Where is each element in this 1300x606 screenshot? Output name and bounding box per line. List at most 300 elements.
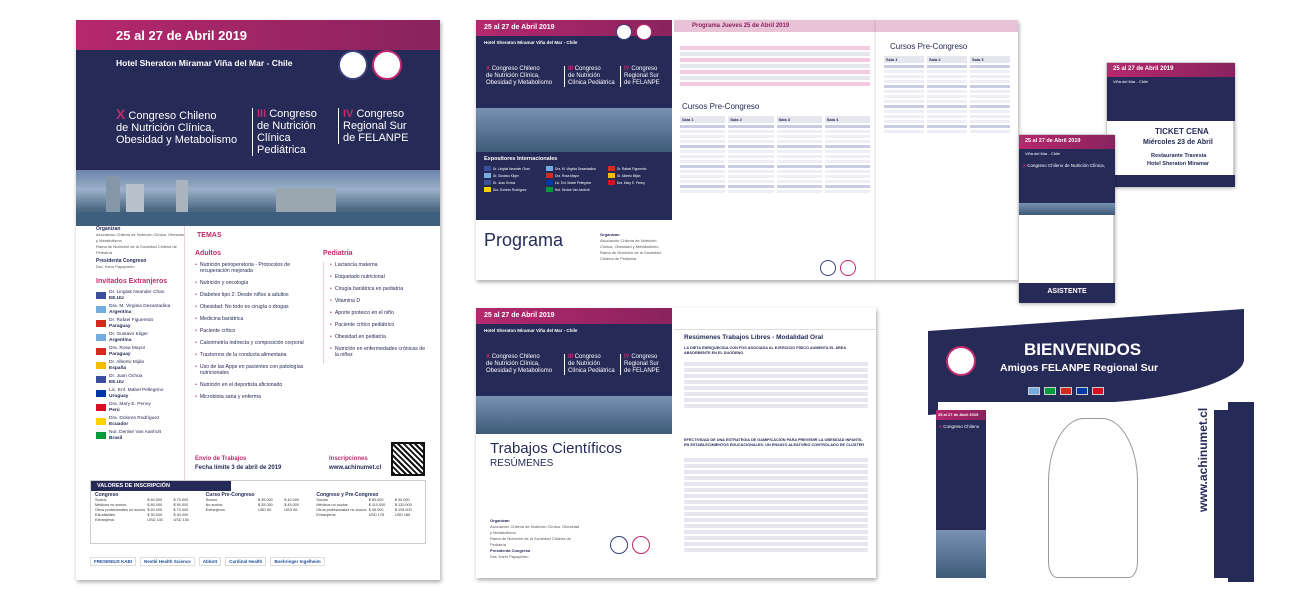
sala-line xyxy=(970,125,1010,128)
flag-icon xyxy=(484,187,491,192)
invited-item xyxy=(96,388,196,399)
sala-line xyxy=(884,85,924,88)
congress-line: de Nutrición Clínica, xyxy=(486,73,540,79)
poster-logo-2 xyxy=(372,50,402,80)
congress-line: de Nutrición Clínica, xyxy=(486,361,540,367)
sala-line xyxy=(970,95,1010,98)
valores-title: VALORES DE INSCRIPCIÓN xyxy=(91,481,231,491)
sala-line xyxy=(970,105,1010,108)
president-label: Presidenta Congreso xyxy=(96,258,147,264)
flag-icon xyxy=(608,173,615,178)
bullet-icon: • xyxy=(195,352,197,358)
sala-line xyxy=(728,130,773,133)
qr-code xyxy=(391,442,425,476)
invited-country: España xyxy=(109,365,127,371)
fee-table xyxy=(95,493,200,523)
congress-line: de Nutrición Clínica, xyxy=(1064,163,1105,168)
congress-line: Clínica Pediátrica xyxy=(568,80,615,86)
invited-name: Dra. Mary E. Penny xyxy=(109,402,151,407)
expositor-name: Dra. Mary E. Penny xyxy=(617,180,645,185)
roman-numeral: X xyxy=(116,106,126,122)
rollup-date-text: 25 al 27 de Abril 2019 xyxy=(938,412,979,417)
expositor-item xyxy=(608,173,664,178)
resumenes-brochure xyxy=(476,308,876,578)
invited-name: Dr. Lingtak Neander Chan xyxy=(109,290,165,295)
brochure-congress-1 xyxy=(486,66,560,87)
fee-cell: Médicos no socios xyxy=(316,503,348,507)
sala-line xyxy=(884,90,924,93)
roman-numeral: X xyxy=(486,66,491,72)
flag-icon xyxy=(608,166,615,171)
sala-line xyxy=(884,65,924,68)
congress-line: Congreso xyxy=(574,66,601,72)
tema-item xyxy=(330,310,427,316)
expositor-item xyxy=(484,187,540,192)
sponsors-row xyxy=(90,548,426,574)
invited-text xyxy=(109,374,142,385)
resumenes-venue: Hotel Sheraton Miramar Viña del Mar - Chile xyxy=(484,328,578,333)
banner-welcome: BIENVENIDOS xyxy=(1024,340,1142,359)
invited-text xyxy=(109,346,145,357)
sala-line xyxy=(728,140,773,143)
invited-country: Perú xyxy=(109,407,120,413)
organizer-label: Organizan xyxy=(490,518,510,523)
fee-cell: $ 35.000 xyxy=(258,498,273,502)
invited-item xyxy=(96,346,196,357)
sala-line xyxy=(680,190,725,193)
badge-asistente xyxy=(1018,134,1114,302)
sala-line xyxy=(728,185,773,188)
invited-name: Dr. Gustavo Kliger xyxy=(109,332,148,337)
cursos-title-2: Cursos Pre-Congreso xyxy=(890,42,968,51)
invited-title: Invitados Extranjeros xyxy=(96,278,168,285)
invited-text xyxy=(109,402,151,413)
fee-cell: No socios xyxy=(205,503,223,507)
sala-line xyxy=(884,130,924,133)
flag-icon xyxy=(484,173,491,178)
fee-cell: $ 110.000 xyxy=(368,503,386,507)
resumenes-cover-subtitle: RESÚMENES xyxy=(490,458,554,469)
sala-line xyxy=(680,160,725,163)
roman-numeral: IV xyxy=(624,66,630,72)
fee-cell: Socios xyxy=(316,498,328,502)
flag-icon xyxy=(96,376,106,383)
tema-text: Diabetes tipo 2: Desde niños a adultos xyxy=(199,292,289,298)
invited-item xyxy=(96,402,196,413)
temas-title: TEMAS xyxy=(197,232,222,239)
brochure-footer-logo xyxy=(820,260,836,276)
rollup-date xyxy=(936,410,986,420)
roman-numeral: III xyxy=(568,354,574,360)
fee-title: Curso Pre-Congreso xyxy=(205,492,255,498)
invited-country: Paraguay xyxy=(109,323,131,329)
brochure-logo-1 xyxy=(616,24,632,40)
flag-icon xyxy=(96,362,106,369)
organizer-label: Organizan xyxy=(96,226,121,232)
bullet-icon: • xyxy=(330,334,332,340)
sala-line xyxy=(927,130,967,133)
resumenes-header xyxy=(476,324,672,396)
tema-item xyxy=(330,334,427,340)
sala-line xyxy=(884,110,924,113)
sala-label: Sala 1 xyxy=(884,56,924,63)
flag-icon xyxy=(484,166,491,171)
fee-cell: $ 60.000 xyxy=(147,508,163,512)
invited-country: Argentina xyxy=(109,309,132,315)
organizer-text: Asociación Chilena de Nutrición Clínica, Obesidad y Metabolismo Rama de Nutrición de la Sociedad Chilena de Pediatría xyxy=(600,238,661,261)
brochure-footer-logo xyxy=(840,260,856,276)
president-name: Dra. Karin Papapietro xyxy=(96,264,135,269)
expositor-name: Dr. Juan Ochoa xyxy=(493,180,516,185)
invited-text xyxy=(109,416,159,427)
tema-text: Microbiota sana y enferma xyxy=(199,394,261,400)
sala-column xyxy=(728,116,773,195)
bullet-icon: • xyxy=(195,316,197,322)
badge-photo xyxy=(1019,203,1115,215)
sala-line xyxy=(927,100,967,103)
expositores-title: Expositores Internacionales xyxy=(484,156,558,162)
fee-row xyxy=(206,508,311,513)
sponsor-logo: Cardinal Health xyxy=(225,557,266,566)
resumenes-date-band xyxy=(476,308,672,324)
rollup-congress xyxy=(939,424,985,429)
expositor-name: Dra. Rosa Mayor xyxy=(555,173,580,178)
ticket-day: Miércoles 23 de Abril xyxy=(1143,139,1213,146)
fee-title: Congreso xyxy=(95,492,119,498)
flag-icon xyxy=(96,334,106,341)
flag-icon xyxy=(96,390,106,397)
inscripciones-url[interactable]: www.achinumet.cl xyxy=(329,465,382,471)
sala-line xyxy=(825,125,870,128)
ticket-title: TICKET CENA xyxy=(1155,127,1209,136)
program-page-2 xyxy=(876,20,1018,280)
organizer-text: Asociación Chilena de Nutrición Clínica, Obesidad y Metabolismo Rama de Nutrición de la Sociedad Chilena de Pediatría xyxy=(490,524,580,547)
bullet-icon: • xyxy=(195,394,197,400)
banner-logo xyxy=(946,346,976,376)
sala-column xyxy=(970,56,1010,135)
expositores-list xyxy=(476,166,672,192)
roman-numeral: X xyxy=(939,424,943,429)
sala-line xyxy=(825,140,870,143)
salas-grid-2 xyxy=(884,56,1010,135)
sala-line xyxy=(884,120,924,123)
fee-cell: Socios xyxy=(205,498,218,502)
program-page-2-header xyxy=(876,20,1018,32)
fee-cell: USD 150 xyxy=(173,518,189,522)
fee-cell: Extranjeros xyxy=(316,513,336,517)
sala-line xyxy=(884,80,924,83)
fee-cell: USD 175 xyxy=(368,513,385,517)
sala-line xyxy=(884,70,924,73)
invited-country: EE.UU xyxy=(109,379,124,385)
expositor-item xyxy=(608,166,664,171)
envio-date: Fecha límite 3 de abril de 2019 xyxy=(195,465,282,471)
tema-text: Medicina bariátrica xyxy=(199,316,244,322)
sala-line xyxy=(927,125,967,128)
sala-line xyxy=(927,80,967,83)
fee-row xyxy=(316,513,421,518)
resumenes-page-title: Resúmenes Trabajos Libres - Modalidad Oral xyxy=(684,334,824,341)
invited-name: Dra. M. Virginia Desantadina xyxy=(109,304,171,309)
sala-line xyxy=(777,125,822,128)
resumenes-cover xyxy=(476,308,672,578)
brochure-program-page xyxy=(674,20,876,280)
invited-list xyxy=(96,290,196,444)
congress-line: Clínica Pediátrica xyxy=(257,132,306,156)
sala-line xyxy=(777,185,822,188)
brochure-congress-2 xyxy=(564,66,618,87)
bullet-icon: • xyxy=(195,328,197,334)
sala-line xyxy=(777,140,822,143)
invited-text xyxy=(109,290,164,301)
resumenes-organizers xyxy=(490,518,580,560)
tema-item xyxy=(195,280,307,286)
congress-line: de FELANPE xyxy=(624,80,660,86)
flag-icon xyxy=(484,180,491,185)
sala-line xyxy=(927,70,967,73)
banner-rollup-2 xyxy=(1214,410,1248,578)
congress-line: de Nutrición xyxy=(568,73,601,79)
brochure-cover xyxy=(476,20,672,280)
bullet-icon: • xyxy=(195,364,197,370)
sala-line xyxy=(970,75,1010,78)
sala-line xyxy=(777,135,822,138)
bullet-icon: • xyxy=(195,340,197,346)
flag-icon xyxy=(96,348,106,355)
flag-icon xyxy=(546,166,553,171)
tema-text: Paciente crítico xyxy=(199,328,236,334)
tema-item xyxy=(195,382,307,388)
expositor-item xyxy=(546,180,602,185)
fee-cell: $ 80.000 xyxy=(147,503,163,507)
brochure-city-photo xyxy=(476,108,672,152)
sala-line xyxy=(970,115,1010,118)
adultos-list xyxy=(195,262,307,406)
valores-box xyxy=(90,480,426,544)
sala-line xyxy=(927,120,967,123)
fee-cell: Extranjeros xyxy=(205,508,225,512)
temas-box xyxy=(184,226,432,486)
sala-line xyxy=(728,125,773,128)
bullet-icon: • xyxy=(330,274,332,280)
fee-cell: $ 45.000 xyxy=(284,503,299,507)
invited-country: Ecuador xyxy=(109,421,129,427)
brochure-venue: Hotel Sheraton Miramar Viña del Mar - Chile xyxy=(484,40,578,45)
congress-line: Congreso Chileno xyxy=(1027,163,1064,168)
flag-icon xyxy=(96,404,106,411)
sala-column xyxy=(680,116,725,195)
tema-text: Trastornos de la conducta alimentaria xyxy=(199,352,287,358)
sala-line xyxy=(680,175,725,178)
sala-line xyxy=(970,100,1010,103)
fee-cell: USD 130 xyxy=(147,518,163,522)
congress-line: Congreso xyxy=(574,354,601,360)
expositor-item xyxy=(484,166,540,171)
fee-row xyxy=(95,518,200,523)
resumenes-cover-title: Trabajos Científicos xyxy=(490,440,622,457)
welcome-banner xyxy=(928,310,1254,590)
invited-name: Dra. Dolores Rodríguez xyxy=(109,416,160,421)
sala-column xyxy=(825,116,870,195)
fee-table xyxy=(206,493,311,523)
sala-line xyxy=(825,175,870,178)
ticket-place-1: Restaurante Travesía xyxy=(1151,153,1207,159)
sala-line xyxy=(970,130,1010,133)
salas-grid xyxy=(680,116,870,195)
expositores-box xyxy=(476,152,672,220)
invited-name: Nut. Denise Van Aanholt xyxy=(109,430,161,435)
resumenes-logo xyxy=(632,536,650,554)
sala-line xyxy=(884,125,924,128)
resumenes-logo xyxy=(610,536,628,554)
sala-line xyxy=(927,65,967,68)
abstract-2-title: EFECTIVIDAD DE UNA ESTRATEGIA DE GAMIFICACIÓN PARA PREVENIR LA OBESIDAD INFANTIL EN ESTABLECIMIENTOS EDUCACIONALES: UN ENSAYO ALEATORIO CONTROLADO DE CLÚSTER xyxy=(684,438,865,447)
sala-line xyxy=(777,175,822,178)
sala-column xyxy=(884,56,924,135)
fee-cell: $ 35.000 xyxy=(258,503,273,507)
sala-line xyxy=(777,130,822,133)
sala-line xyxy=(825,165,870,168)
fee-cell: USD 65 xyxy=(284,508,298,512)
fee-cell: Otros profesionales no socios xyxy=(95,508,146,512)
tema-item xyxy=(195,394,307,400)
bullet-icon: • xyxy=(330,298,332,304)
congress-line: Obesidad y Metabolismo xyxy=(486,368,553,374)
tema-text: Calorimetría indirecta y composición corporal xyxy=(199,340,304,346)
poster-header xyxy=(76,50,440,170)
tema-text: Uso de las Apps en pacientes con patologías nutricionales xyxy=(199,364,304,376)
badge-header xyxy=(1019,149,1115,203)
badge-date-band xyxy=(1019,135,1115,149)
poster-organizers xyxy=(96,226,186,270)
tema-text: Lactancia materna xyxy=(334,262,378,268)
invited-text xyxy=(109,332,148,343)
tema-text: Cirugía bariátrica en pediatría xyxy=(334,286,404,292)
sala-line xyxy=(884,75,924,78)
sala-line xyxy=(825,170,870,173)
invited-name: Dr. Juan Ochoa xyxy=(109,374,143,379)
sala-line xyxy=(927,75,967,78)
sala-label: Sala 1 xyxy=(680,116,725,123)
congress-line: Congreso xyxy=(631,66,658,72)
sala-line xyxy=(680,125,725,128)
poster-congress-1 xyxy=(116,108,246,146)
resumenes-page xyxy=(674,308,876,578)
sala-line xyxy=(970,80,1010,83)
badge-congress xyxy=(1023,163,1111,168)
sala-line xyxy=(825,130,870,133)
sala-line xyxy=(680,170,725,173)
invited-item xyxy=(96,430,196,441)
sala-line xyxy=(927,95,967,98)
banner-url: www.achinumet.cl xyxy=(1196,407,1210,512)
ticket-date-band xyxy=(1107,63,1235,77)
president-name: Dra. Karin Papapietro xyxy=(490,554,529,559)
sala-line xyxy=(970,65,1010,68)
roman-numeral: IV xyxy=(624,354,630,360)
bullet-icon: • xyxy=(330,262,332,268)
tema-item xyxy=(195,340,307,346)
fee-cell: Otros profesionales no socios xyxy=(316,508,367,512)
fees-area xyxy=(91,491,425,525)
sponsor-logo: Boehringer Ingelheim xyxy=(270,557,324,566)
sponsor-logo: Nestlé Health Science xyxy=(140,557,195,566)
sala-line xyxy=(777,160,822,163)
sala-line xyxy=(884,105,924,108)
sala-label: Sala 3 xyxy=(970,56,1010,63)
poster-congress-3 xyxy=(338,108,418,144)
invited-text xyxy=(109,388,163,399)
roman-numeral: III xyxy=(257,108,267,120)
invited-country: Uruguay xyxy=(109,393,129,399)
congress-line: Regional Sur xyxy=(343,120,407,132)
ticket-footer xyxy=(1107,175,1235,187)
expositor-name: Dr. Rafael Figueredo xyxy=(617,166,647,171)
congress-line: Congreso Chileno xyxy=(128,110,217,122)
sala-line xyxy=(927,115,967,118)
congress-line: Congreso Chileno xyxy=(943,424,980,429)
bullet-icon: • xyxy=(330,346,332,352)
ticket-header xyxy=(1107,77,1235,121)
sala-line xyxy=(884,115,924,118)
tema-text: Nutrición en el deportista aficionado xyxy=(199,382,283,388)
fee-cell: $ 40.000 xyxy=(173,513,189,517)
envio-label: Envío de Trabajos xyxy=(195,456,247,462)
poster xyxy=(76,20,440,580)
invited-name: Lic. Enf. Mabel Pellegrino xyxy=(109,388,164,393)
invited-item xyxy=(96,304,196,315)
sala-line xyxy=(728,175,773,178)
bullet-icon: • xyxy=(195,382,197,388)
fee-cell: USD 185 xyxy=(394,513,411,517)
flag-icon xyxy=(96,306,106,313)
sala-line xyxy=(728,180,773,183)
bullet-icon: • xyxy=(195,292,197,298)
banner-rollup xyxy=(936,410,986,578)
bullet-icon: • xyxy=(330,322,332,328)
flag-icon xyxy=(96,320,106,327)
sala-line xyxy=(680,180,725,183)
invited-country: Brasil xyxy=(109,435,123,441)
program-page-header-text: Programa Jueves 25 de Abril 2019 xyxy=(692,23,790,29)
resumenes-city-photo xyxy=(476,396,672,434)
tema-item xyxy=(195,262,307,274)
tema-item xyxy=(330,322,427,328)
sala-line xyxy=(884,95,924,98)
sala-line xyxy=(777,165,822,168)
expositor-name: Dra. Dolores Rodríguez xyxy=(493,187,527,192)
tema-text: Obesidad: No todo es cirugía o drogas xyxy=(199,304,289,310)
flag-icon xyxy=(96,292,106,299)
congress-line: Congreso Chileno xyxy=(491,354,540,360)
tema-text: Nutrición y oncología xyxy=(199,280,249,286)
program-page-header xyxy=(674,20,876,32)
sala-line xyxy=(927,90,967,93)
brochure-cover-title: Programa xyxy=(484,230,564,250)
invited-item xyxy=(96,318,196,329)
sala-line xyxy=(680,145,725,148)
brochure-date: 25 al 27 de Abril 2019 xyxy=(484,24,555,31)
program-table xyxy=(680,44,870,88)
ticket-place-2: Hotel Sheraton Miramar xyxy=(1147,161,1210,167)
sala-line xyxy=(728,160,773,163)
sala-line xyxy=(680,130,725,133)
ticket-date: 25 al 27 de Abril 2019 xyxy=(1113,66,1174,72)
congress-line: Regional Sur xyxy=(624,73,659,79)
fee-cell: Médicos no socios xyxy=(95,503,127,507)
congress-line: Clínica Pediátrica xyxy=(568,368,615,374)
flag-icon xyxy=(608,180,615,185)
